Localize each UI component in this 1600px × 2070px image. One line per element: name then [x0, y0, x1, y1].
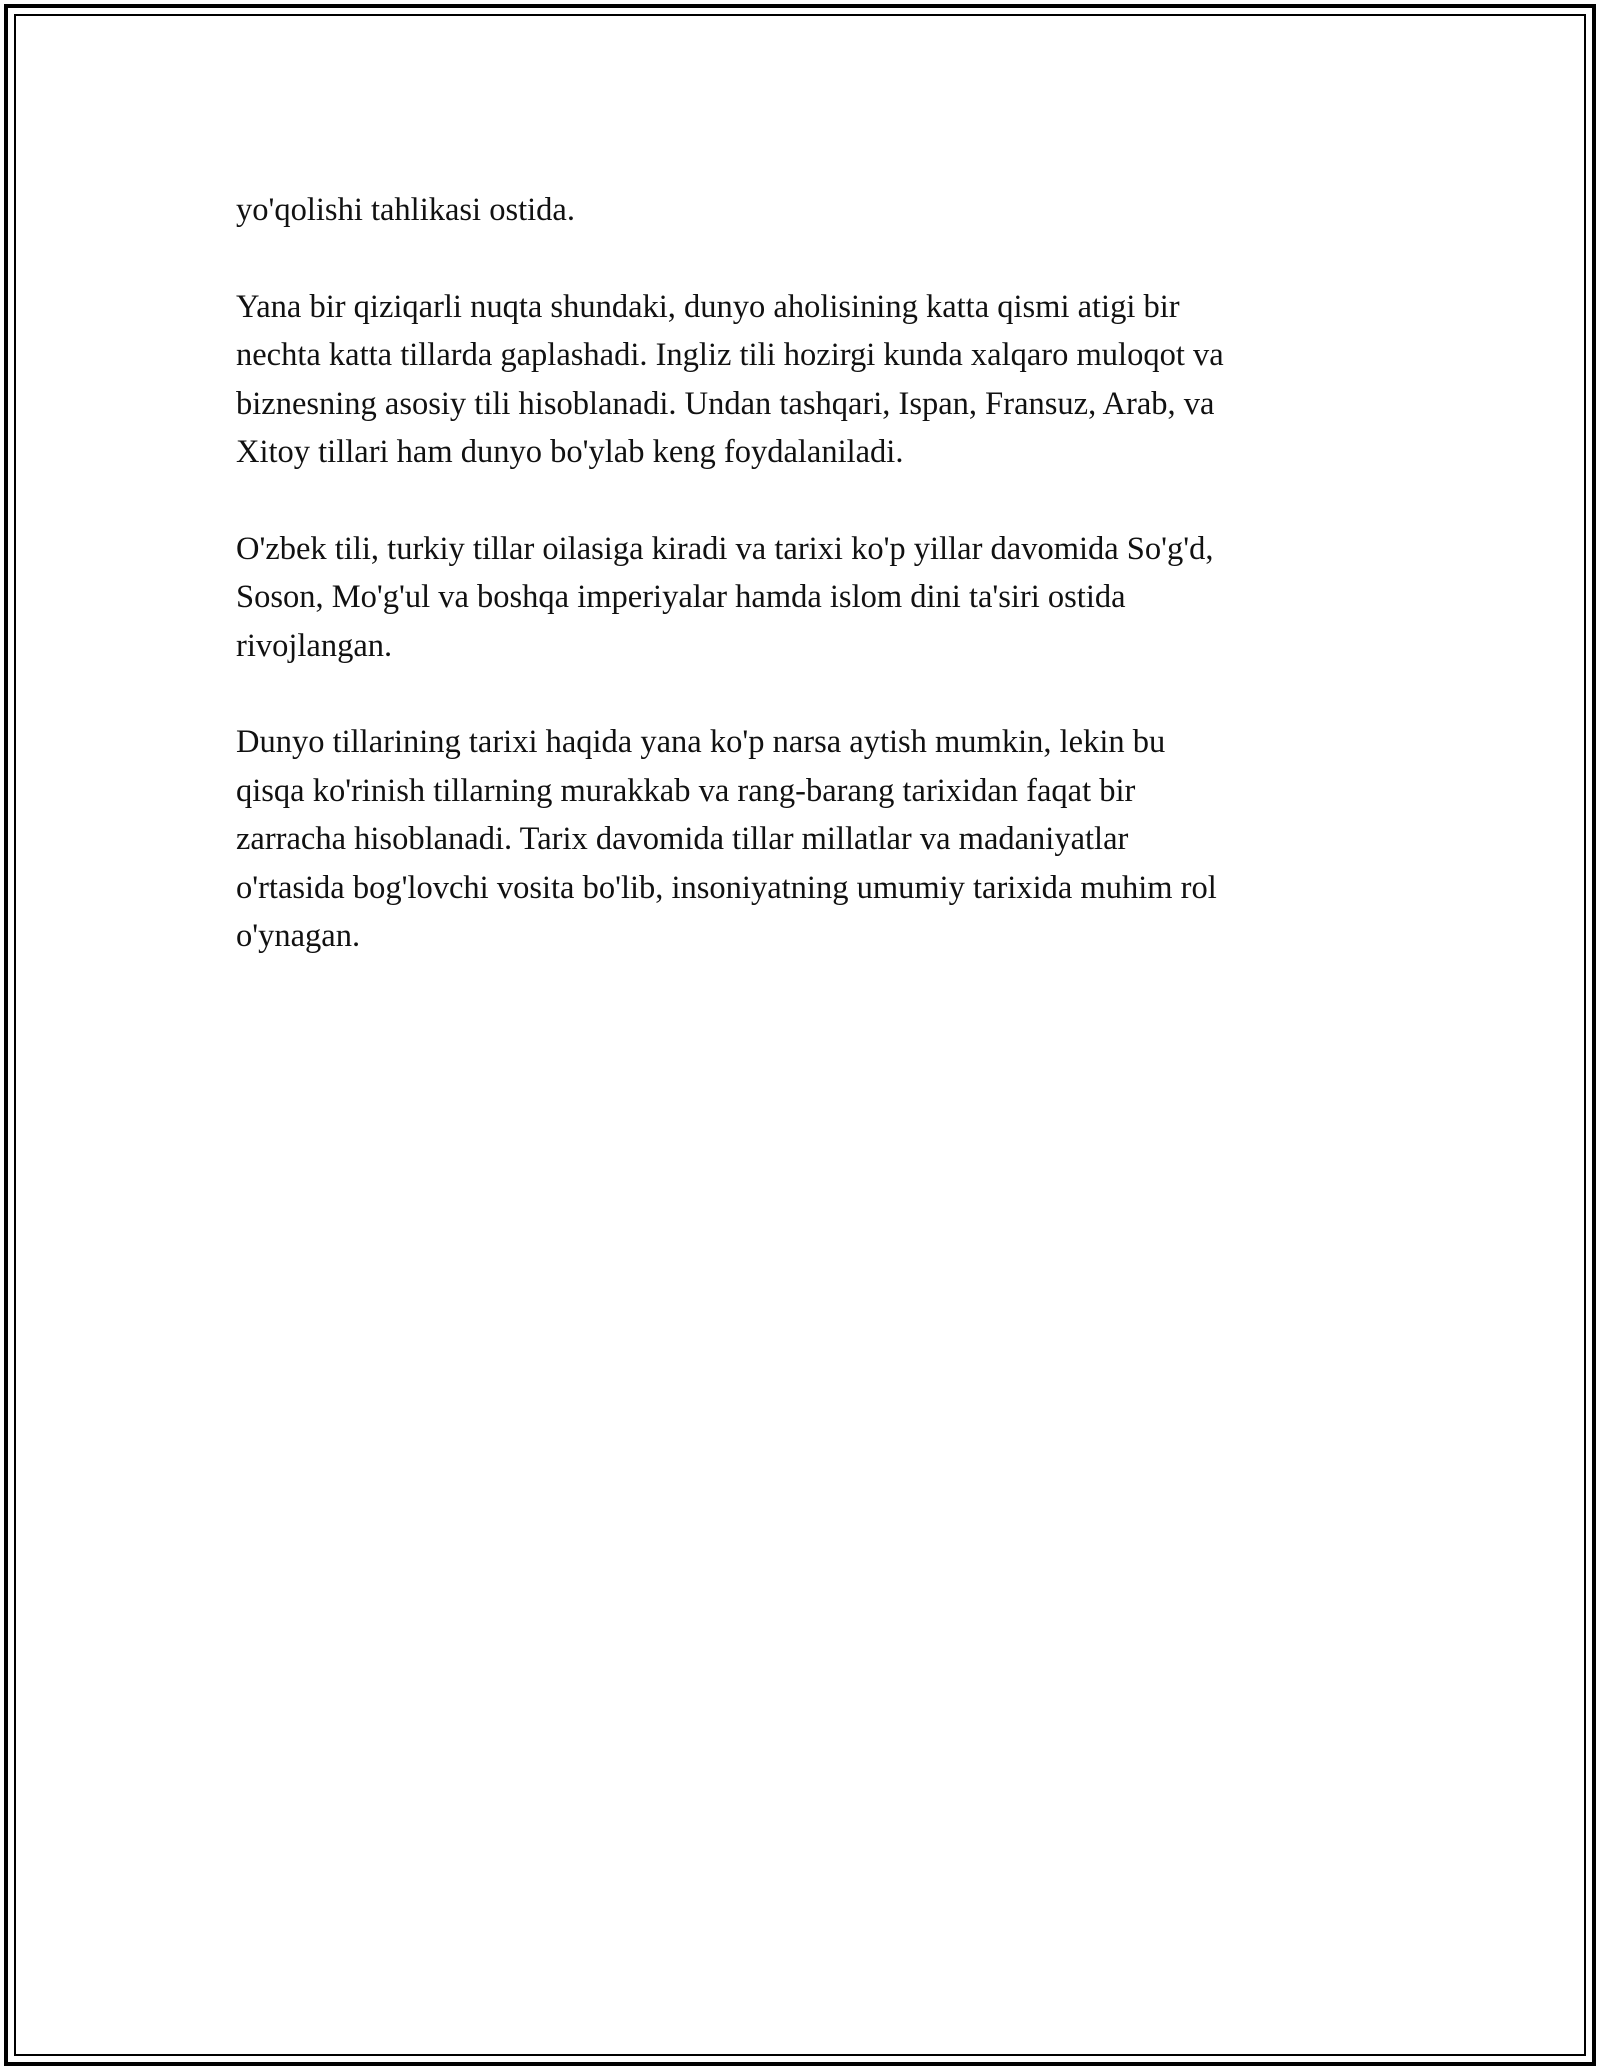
- paragraph-line: Yana bir qiziqarli nuqta shundaki, dunyo aholisining katta qismi atigi bir: [236, 288, 1180, 325]
- paragraph-3: [236, 525, 1356, 670]
- paragraph-line: Dunyo tillarining tarixi haqida yana ko'p narsa aytish mumkin, lekin bu: [236, 724, 1166, 761]
- paragraph-line: o'rtasida bog'lovchi vosita bo'lib, insoniyatning umumiy tarixida muhim rol: [236, 869, 1217, 906]
- paragraph-line: O'zbek tili, turkiy tillar oilasiga kiradi va tarixi ko'p yillar davomida So'g'd,: [236, 530, 1214, 567]
- paragraph-line: rivojlangan.: [236, 627, 393, 664]
- paragraph-line: Xitoy tillari ham dunyo bo'ylab keng foydalaniladi.: [236, 434, 904, 471]
- paragraph-line: biznesning asosiy tili hisoblanadi. Undan tashqari, Ispan, Fransuz, Arab, va: [236, 385, 1215, 422]
- paragraph-line: zarracha hisoblanadi. Tarix davomida tillar millatlar va madaniyatlar: [236, 821, 1129, 858]
- paragraph-line: Soson, Mo'g'ul va boshqa imperiyalar hamda islom dini ta'siri ostida: [236, 579, 1126, 616]
- paragraph-2: [236, 283, 1356, 477]
- paragraph-line: qisqa ko'rinish tillarning murakkab va rang-barang tarixidan faqat bir: [236, 772, 1136, 809]
- paragraph-line: yo'qolishi tahlikasi ostida.: [236, 192, 575, 228]
- paragraph-line: nechta katta tillarda gaplashadi. Ingliz tili hozirgi kunda xalqaro muloqot va: [236, 337, 1224, 374]
- paragraph-1: [236, 186, 1356, 234]
- paragraph-4: [236, 718, 1356, 960]
- document-body: [236, 186, 1356, 1009]
- paragraph-line: o'ynagan.: [236, 918, 361, 955]
